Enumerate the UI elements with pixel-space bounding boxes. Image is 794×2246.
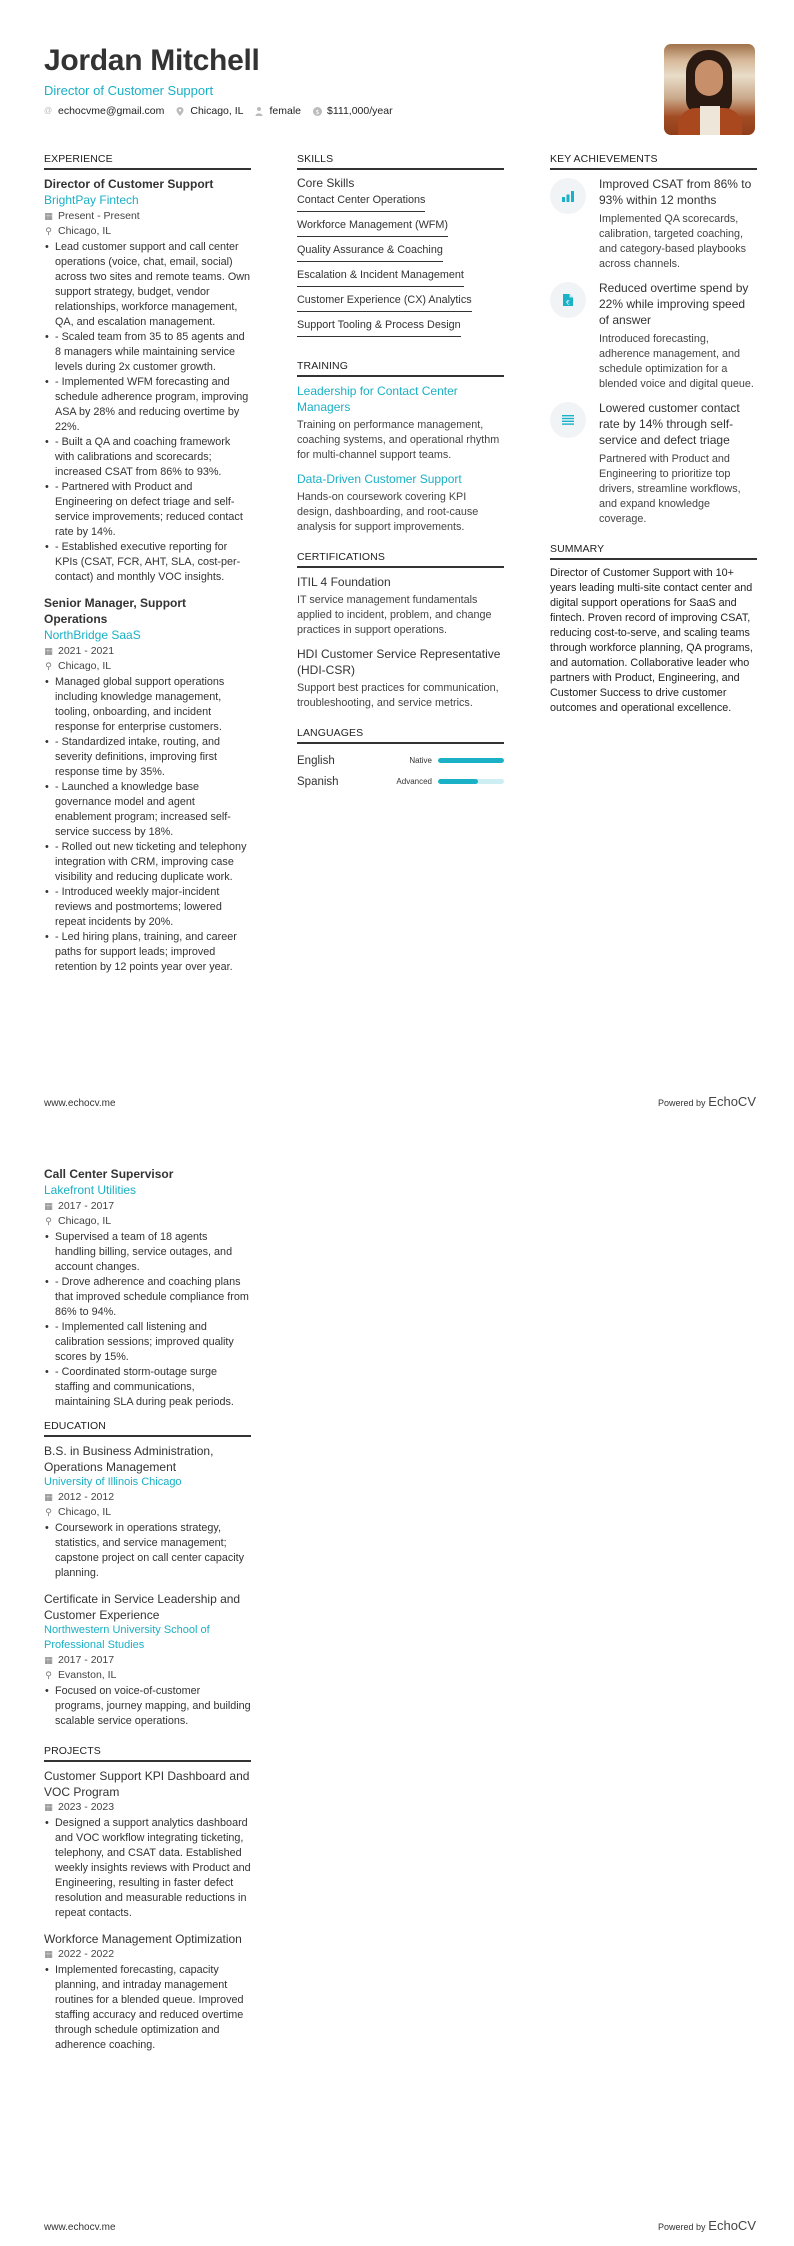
calendar-icon: ▦ <box>44 1655 53 1665</box>
section-title-skills: SKILLS <box>297 153 504 170</box>
bullet: • Lead customer support and call center operations (voice, chat, email, social) across two sites and remote teams. Own support strategy, budget, vendor relationships, workforce management, QA, and escalation management. <box>44 240 251 330</box>
bullet: • - Established executive reporting for KPIs (CSAT, FCR, AHT, SLA, cost-per-contact) and monthly VOC insights. <box>44 540 251 585</box>
languages-section <box>297 727 504 792</box>
job-title: Call Center Supervisor <box>44 1167 174 1181</box>
calendar-icon: ▦ <box>44 1802 53 1812</box>
achievement-desc: Partnered with Product and Engineering to prioritize top drivers, streamline workflows, and expand knowledge coverage. <box>599 453 741 525</box>
education-bullets <box>44 1684 251 1729</box>
bullet: • - Coordinated storm-outage surge staffing and communications, maintaining SLA during peak periods. <box>44 1365 251 1410</box>
contact-gender <box>255 105 301 117</box>
footer-website-link[interactable]: www.echocv.me <box>44 2222 116 2233</box>
bullet: • - Drove adherence and coaching plans that improved schedule compliance from 86% to 94%. <box>44 1275 251 1320</box>
experience-item <box>44 1166 251 1410</box>
bullet: • - Introduced weekly major-incident reviews and postmortems; lowered repeat incidents by 20%. <box>44 885 251 930</box>
skills-column <box>297 153 504 808</box>
bullet: • - Built a QA and coaching framework with calibrations and scorecards; increased CSAT from 86% to 93%. <box>44 435 251 480</box>
calendar-icon: ▦ <box>44 1492 53 1502</box>
resume-header <box>44 44 744 117</box>
project-dates <box>44 1800 251 1815</box>
job-dates-text: 2021 - 2021 <box>58 645 115 657</box>
job-title: Director of Customer Support <box>44 177 214 191</box>
location-pin-icon <box>176 107 184 115</box>
job-bullets <box>44 1230 251 1410</box>
bullet: • - Scaled team from 35 to 85 agents and 8 managers while maintaining service levels during 2x customer growth. <box>44 330 251 375</box>
calendar-icon: ▦ <box>44 1949 53 1959</box>
page-footer <box>44 1094 756 1109</box>
calendar-icon: ▦ <box>44 1201 53 1211</box>
certification-title: HDI Customer Service Representative (HDI-CSR) <box>297 647 501 677</box>
job-bullets <box>44 675 251 975</box>
training-desc: Hands-on coursework covering KPI design, dashboarding, and root-cause analysis for support improvements. <box>297 491 479 533</box>
powered-by-label: Powered by <box>657 2222 706 2232</box>
achievement-title: Reduced overtime spend by 22% while improving speed of answer <box>599 281 749 327</box>
degree-title: Certificate in Service Leadership and Customer Experience <box>44 1592 241 1622</box>
skill-item: Workforce Management (WFM) <box>297 219 448 237</box>
bullet: • - Launched a knowledge base governance model and agent enablement program; increased self-service success by 18%. <box>44 780 251 840</box>
resume-page-1 <box>0 0 794 1122</box>
certification-desc: Support best practices for communication, troubleshooting, and service metrics. <box>297 682 499 709</box>
language-name: Spanish <box>297 775 339 788</box>
school-name: Northwestern University School of Professional Studies <box>44 1624 210 1651</box>
training-title: Leadership for Contact Center Managers <box>297 384 458 414</box>
job-location <box>44 659 251 674</box>
brand-logo[interactable]: EchoCV <box>708 1094 756 1109</box>
section-title-experience: EXPERIENCE <box>44 153 251 170</box>
achievements-section <box>550 153 757 527</box>
summary-section <box>550 543 757 716</box>
bullet: • - Implemented WFM forecasting and schedule adherence program, improving ASA by 28% and reducing overtime by 22%. <box>44 375 251 435</box>
bullet: • - Rolled out new ticketing and telephony integration with CRM, improving case visibility and reducing duplicate work. <box>44 840 251 885</box>
job-dates <box>44 1199 251 1214</box>
education-item <box>44 1591 251 1729</box>
continued-column <box>44 1166 251 2069</box>
achievement-item <box>550 400 757 527</box>
profile-photo <box>664 44 755 135</box>
certifications-section <box>297 551 504 711</box>
job-company: Lakefront Utilities <box>44 1183 137 1197</box>
experience-column <box>44 153 251 985</box>
section-title-education: EDUCATION <box>44 1420 251 1437</box>
job-title: Senior Manager, Support Operations <box>44 596 187 626</box>
section-title-summary: SUMMARY <box>550 543 757 560</box>
project-item <box>44 1768 251 1921</box>
achievement-desc: Introduced forecasting, adherence management, and schedule optimization for a blended voice and digital queue. <box>599 333 754 390</box>
skill-item: Quality Assurance & Coaching <box>297 244 443 262</box>
education-location-text: Chicago, IL <box>58 1506 112 1518</box>
contact-email-text: echocvme@gmail.com <box>58 105 165 117</box>
bullet: • - Implemented call listening and calibration sessions; improved quality scores by 15%. <box>44 1320 251 1365</box>
education-item <box>44 1443 251 1581</box>
project-dates-text: 2023 - 2023 <box>58 1801 115 1813</box>
degree-title: B.S. in Business Administration, Operations Management <box>44 1444 214 1474</box>
achievement-desc: Implemented QA scorecards, calibration, targeted coaching, and category-based playbooks across channels. <box>599 213 747 270</box>
location-pin-icon: ⚲ <box>45 1216 52 1226</box>
job-location <box>44 224 251 239</box>
project-bullets <box>44 1963 251 2053</box>
experience-item <box>44 176 251 585</box>
job-company: BrightPay Fintech <box>44 193 139 207</box>
list-icon <box>550 402 586 438</box>
skills-group-label: Core Skills <box>297 176 355 190</box>
education-location <box>44 1505 251 1520</box>
job-dates-text: 2017 - 2017 <box>58 1200 115 1212</box>
skills-list <box>297 194 504 344</box>
language-proficiency-bar <box>438 779 504 784</box>
calendar-icon: ▦ <box>44 646 53 656</box>
skills-section <box>297 153 504 344</box>
location-pin-icon: ⚲ <box>45 1507 52 1517</box>
bullet: • Managed global support operations including knowledge management, tooling, onboarding, and incident response for enterprise customers. <box>44 675 251 735</box>
dollar-icon <box>313 107 321 115</box>
footer-powered-by <box>658 1094 756 1109</box>
at-icon: @ <box>44 106 53 115</box>
page-footer <box>44 2218 756 2233</box>
powered-by-label: Powered by <box>657 1098 706 1108</box>
skill-item: Escalation & Incident Management <box>297 269 464 287</box>
contact-location-text: Chicago, IL <box>190 105 244 117</box>
location-pin-icon: ⚲ <box>45 661 52 671</box>
training-desc: Training on performance management, coaching systems, and operational rhythm for multi-channel support teams. <box>297 419 500 461</box>
bar-chart-icon <box>550 178 586 214</box>
job-dates-text: Present - Present <box>58 210 140 222</box>
section-title-achievements: KEY ACHIEVEMENTS <box>550 153 757 170</box>
project-bullets <box>44 1816 251 1921</box>
job-location-text: Chicago, IL <box>58 225 112 237</box>
job-dates <box>44 644 251 659</box>
project-title: Workforce Management Optimization <box>44 1932 242 1946</box>
contact-salary <box>313 105 393 117</box>
footer-website-link[interactable]: www.echocv.me <box>44 1098 116 1109</box>
job-location-text: Chicago, IL <box>58 1215 112 1227</box>
location-pin-icon: ⚲ <box>45 1670 52 1680</box>
project-title: Customer Support KPI Dashboard and VOC Program <box>44 1769 250 1799</box>
education-dates-text: 2017 - 2017 <box>58 1654 115 1666</box>
footer-powered-by <box>658 2218 756 2233</box>
language-level: Advanced <box>396 777 432 786</box>
training-title: Data-Driven Customer Support <box>297 472 462 486</box>
education-location-text: Evanston, IL <box>58 1669 117 1681</box>
project-item <box>44 1931 251 2053</box>
education-dates <box>44 1653 251 1668</box>
bullet: • Designed a support analytics dashboard and VOC workflow integrating ticketing, telephony, and CSAT data. Established weekly insights reviews with Product and Engineering, resulting in faster defect resolution and measurable reductions in repeat contacts. <box>44 1816 251 1921</box>
projects-section <box>44 1745 251 2053</box>
bullet: • Supervised a team of 18 agents handling billing, service outages, and account changes. <box>44 1230 251 1275</box>
bullet: • Coursework in operations strategy, statistics, and service management; capstone project on call center capacity planning. <box>44 1521 251 1581</box>
contact-gender-text: female <box>269 105 301 117</box>
experience-item <box>44 595 251 975</box>
candidate-name: Jordan Mitchell <box>44 44 260 77</box>
invoice-icon <box>550 282 586 318</box>
education-dates <box>44 1490 251 1505</box>
project-dates-text: 2022 - 2022 <box>58 1948 115 1960</box>
bullet: • - Partnered with Product and Engineering on defect triage and self-service improvements; reduced contact rate by 14%. <box>44 480 251 540</box>
skill-item: Contact Center Operations <box>297 194 425 212</box>
resume-page-2 <box>0 1122 794 2246</box>
project-dates <box>44 1947 251 1962</box>
training-section <box>297 360 504 535</box>
certification-desc: IT service management fundamentals applied to incident, problem, and change practices in support operations. <box>297 594 492 636</box>
section-title-languages: LANGUAGES <box>297 727 504 744</box>
education-bullets <box>44 1521 251 1581</box>
education-dates-text: 2012 - 2012 <box>58 1491 115 1503</box>
brand-logo[interactable]: EchoCV <box>708 2218 756 2233</box>
bullet: • Focused on voice-of-customer programs, journey mapping, and building scalable service operations. <box>44 1684 251 1729</box>
candidate-title: Director of Customer Support <box>44 83 214 98</box>
job-location-text: Chicago, IL <box>58 660 112 672</box>
section-title-training: TRAINING <box>297 360 504 377</box>
job-company: NorthBridge SaaS <box>44 628 141 642</box>
achievement-item <box>550 176 757 272</box>
language-level: Native <box>409 756 432 765</box>
bullet: • - Standardized intake, routing, and severity definitions, improving first response time by 35%. <box>44 735 251 780</box>
section-title-certifications: CERTIFICATIONS <box>297 551 504 568</box>
calendar-icon: ▦ <box>44 211 53 221</box>
language-item <box>297 750 504 771</box>
location-pin-icon: ⚲ <box>45 226 52 236</box>
bullet: • Implemented forecasting, capacity planning, and intraday management routines for a blended queue. Improved staffing accuracy and reduced overtime through schedule optimization and adherence coaching. <box>44 1963 251 2053</box>
summary-text: Director of Customer Support with 10+ years leading multi-site contact center and digital support operations for SaaS and fintech. Proven record of improving CSAT, reducing cost-to-serve, and scaling teams through workforce planning, QA programs, and automation. Collaborative leader who partners with Product, Engineering, and Customer Success to drive customer outcomes and operational excellence. <box>550 567 753 714</box>
achievement-title: Lowered customer contact rate by 14% through self-service and defect triage <box>599 401 740 447</box>
certification-title: ITIL 4 Foundation <box>297 575 391 589</box>
achievement-title: Improved CSAT from 86% to 93% within 12 months <box>599 177 752 207</box>
job-dates <box>44 209 251 224</box>
education-section <box>44 1420 251 1729</box>
job-bullets <box>44 240 251 585</box>
person-icon <box>255 107 263 115</box>
bullet: • - Led hiring plans, training, and career paths for support leads; improved retention by 12 points year over year. <box>44 930 251 975</box>
school-name: University of Illinois Chicago <box>44 1476 182 1488</box>
contact-location <box>176 105 243 117</box>
job-location <box>44 1214 251 1229</box>
contact-salary-text: $111,000/year <box>327 105 393 117</box>
language-item <box>297 771 504 792</box>
achievements-column <box>550 153 757 732</box>
skill-item: Customer Experience (CX) Analytics <box>297 294 472 312</box>
svg-text:€: € <box>566 299 570 306</box>
achievement-item <box>550 280 757 392</box>
skill-item: Support Tooling & Process Design <box>297 319 461 337</box>
language-proficiency-bar <box>438 758 504 763</box>
language-name: English <box>297 754 335 767</box>
section-title-projects: PROJECTS <box>44 1745 251 1762</box>
contact-row <box>44 105 744 117</box>
svg-text:$: $ <box>315 108 320 116</box>
education-location <box>44 1668 251 1683</box>
contact-email[interactable] <box>44 105 164 117</box>
